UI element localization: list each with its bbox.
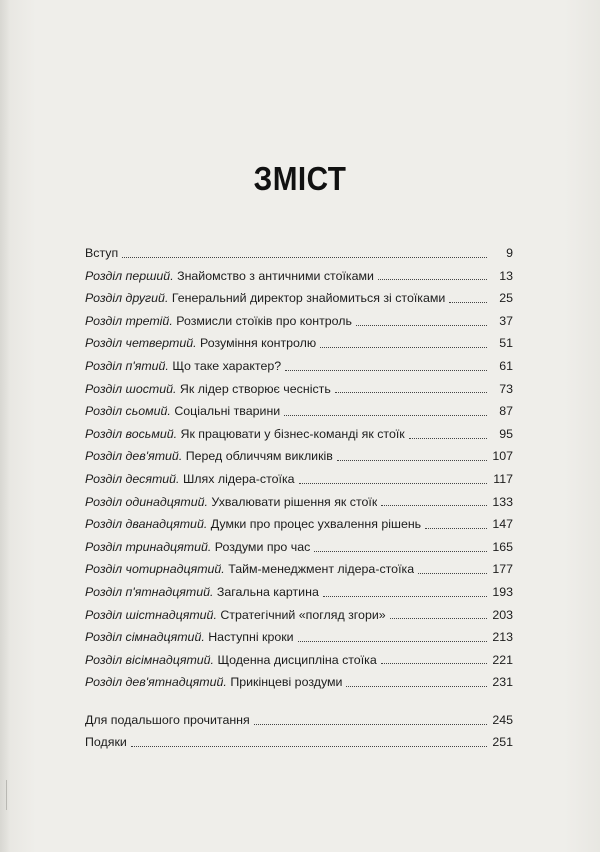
toc-chapter-number: Розділ четвертий. bbox=[85, 336, 197, 351]
toc-entry-title: Шлях лідера-стоїка bbox=[182, 471, 295, 486]
toc-entry bbox=[85, 468, 513, 491]
toc-entry-title: Щоденна дисципліна стоїка bbox=[217, 652, 377, 667]
toc-entry-label bbox=[85, 513, 421, 536]
toc-entry bbox=[85, 242, 513, 265]
toc-entry-title: Тайм-менеджмент лідера-стоїка bbox=[228, 562, 415, 577]
toc-entry-label bbox=[85, 468, 295, 491]
toc-chapter-number: Розділ п'ятнадцятий. bbox=[85, 584, 214, 599]
dot-leader bbox=[346, 686, 487, 687]
dot-leader bbox=[299, 483, 487, 484]
toc-entry-label bbox=[85, 558, 414, 581]
toc-chapter-number: Розділ сьомий. bbox=[85, 404, 171, 419]
toc-entry-title: Генеральний директор знайомиться зі стоїками bbox=[171, 291, 446, 306]
toc-entry bbox=[85, 491, 513, 514]
toc-back-matter-entry bbox=[85, 731, 513, 754]
dot-leader bbox=[284, 415, 487, 416]
toc-entry-title: Перед обличчям викликів bbox=[185, 449, 333, 464]
toc-entry-title: Для подальшого прочитання bbox=[85, 712, 250, 727]
toc-entry bbox=[85, 626, 513, 649]
toc-entry-title: Стратегічний «погляд згори» bbox=[220, 607, 386, 622]
toc-entry bbox=[85, 513, 513, 536]
toc-entry-label bbox=[85, 536, 310, 559]
toc-chapter-number: Розділ чотирнадцятий. bbox=[85, 562, 225, 577]
toc-chapter-number: Розділ другий. bbox=[85, 291, 169, 306]
dot-leader bbox=[390, 618, 487, 619]
toc-page-number: 9 bbox=[506, 246, 513, 260]
dot-leader bbox=[449, 302, 487, 303]
toc-chapter-number: Розділ третій. bbox=[85, 313, 173, 328]
toc-entry bbox=[85, 423, 513, 446]
toc-entry-label bbox=[85, 287, 445, 310]
toc-entry-label bbox=[85, 709, 250, 732]
toc-page-number: 25 bbox=[499, 291, 513, 306]
toc-page-number: 231 bbox=[492, 675, 513, 690]
toc-entry bbox=[85, 332, 513, 355]
toc-entry-label bbox=[85, 491, 377, 514]
toc-page-number: 133 bbox=[492, 494, 513, 509]
toc-page-number: 245 bbox=[492, 712, 513, 727]
dot-leader bbox=[131, 746, 487, 747]
toc-entry bbox=[85, 581, 513, 604]
toc-entry-title: Ухвалювати рішення як стоїк bbox=[211, 494, 378, 509]
toc-page-number: 107 bbox=[492, 449, 513, 464]
dot-leader bbox=[314, 551, 487, 552]
toc-entry-title: Розмисли стоїків про контроль bbox=[176, 313, 352, 328]
dot-leader bbox=[298, 641, 487, 642]
toc-entry-title: Соціальні тварини bbox=[174, 404, 281, 419]
toc-chapter-number: Розділ перший. bbox=[85, 268, 174, 283]
toc-entry-title: Роздуми про час bbox=[214, 539, 311, 554]
toc-page-number: 165 bbox=[492, 539, 513, 554]
toc-chapter-number: Розділ десятий. bbox=[85, 471, 180, 486]
dot-leader bbox=[356, 325, 487, 326]
toc-page-number: 95 bbox=[499, 426, 513, 441]
toc-page-number: 37 bbox=[499, 313, 513, 328]
toc-entry bbox=[85, 536, 513, 559]
dot-leader bbox=[285, 370, 487, 371]
binding-mark bbox=[6, 780, 7, 810]
toc-entry-title: Подяки bbox=[85, 735, 127, 750]
dot-leader bbox=[418, 573, 487, 574]
toc-page-number: 177 bbox=[492, 562, 513, 577]
toc-entry-label bbox=[85, 581, 319, 604]
toc-entry bbox=[85, 558, 513, 581]
toc-entry-title: Вступ bbox=[85, 246, 119, 260]
dot-leader bbox=[335, 392, 487, 393]
toc-entry bbox=[85, 400, 513, 423]
toc-chapter-number: Розділ дев'ятнадцятий. bbox=[85, 675, 227, 690]
toc-entry-label bbox=[85, 671, 342, 694]
toc-chapter-number: Розділ тринадцятий. bbox=[85, 539, 212, 554]
toc-entry-label bbox=[85, 604, 386, 627]
toc-chapter-number: Розділ одинадцятий. bbox=[85, 494, 208, 509]
dot-leader bbox=[323, 596, 487, 597]
dot-leader bbox=[425, 528, 487, 529]
toc-page-number: 73 bbox=[499, 381, 513, 396]
dot-leader bbox=[381, 663, 487, 664]
dot-leader bbox=[378, 279, 487, 280]
toc-page-number: 61 bbox=[499, 358, 513, 373]
toc-chapter-number: Розділ п'ятий. bbox=[85, 358, 169, 373]
toc-chapter-number: Розділ шостий. bbox=[85, 381, 177, 396]
toc-entry-title: Як працювати у бізнес-команді як стоїк bbox=[180, 426, 405, 441]
dot-leader bbox=[409, 438, 487, 439]
toc-entry bbox=[85, 445, 513, 468]
toc-page-number: 87 bbox=[499, 404, 513, 419]
toc-entry-label bbox=[85, 423, 405, 446]
toc-entry-label bbox=[85, 378, 331, 401]
toc-page-number: 221 bbox=[492, 652, 513, 667]
page-gutter-shadow bbox=[0, 0, 10, 852]
toc-entry bbox=[85, 378, 513, 401]
toc-chapter-number: Розділ шістнадцятий. bbox=[85, 607, 217, 622]
toc-entry bbox=[85, 649, 513, 672]
toc-entry-title: Як лідер створює чесність bbox=[179, 381, 331, 396]
toc-entry bbox=[85, 355, 513, 378]
toc-entry-label bbox=[85, 445, 333, 468]
toc-chapter-number: Розділ вісімнадцятий. bbox=[85, 652, 215, 667]
toc-page-number: 251 bbox=[492, 735, 513, 750]
toc-entry bbox=[85, 604, 513, 627]
toc-page-number: 203 bbox=[492, 607, 513, 622]
toc-entry-title: Думки про процес ухвалення рішень bbox=[210, 517, 422, 532]
toc-entry-title: Загальна картина bbox=[216, 584, 319, 599]
toc-page-number: 51 bbox=[499, 336, 513, 351]
toc-entry-label bbox=[85, 265, 374, 288]
toc-chapter-number: Розділ дев'ятий. bbox=[85, 449, 183, 464]
toc-entry-title: Наступні кроки bbox=[208, 630, 294, 645]
toc-entry bbox=[85, 265, 513, 288]
dot-leader bbox=[254, 724, 487, 725]
toc-page-number: 213 bbox=[492, 630, 513, 645]
dot-leader bbox=[337, 460, 487, 461]
table-of-contents bbox=[85, 242, 513, 754]
toc-entry-label bbox=[85, 626, 294, 649]
toc-chapter-number: Розділ дванадцятий. bbox=[85, 517, 208, 532]
toc-entry-label bbox=[85, 310, 352, 333]
toc-page-number: 147 bbox=[492, 517, 513, 532]
dot-leader bbox=[381, 505, 487, 506]
toc-entry-title: Розуміння контролю bbox=[200, 336, 317, 351]
page-title: ЗМІСТ bbox=[253, 160, 347, 197]
toc-entry-title: Що таке характер? bbox=[172, 358, 282, 373]
toc-entry-title: Прикінцеві роздуми bbox=[230, 675, 343, 690]
toc-entry bbox=[85, 287, 513, 310]
toc-entry bbox=[85, 671, 513, 694]
toc-entry-label bbox=[85, 242, 118, 265]
dot-leader bbox=[122, 257, 487, 258]
toc-chapter-number: Розділ восьмий. bbox=[85, 426, 178, 441]
toc-page-number: 117 bbox=[493, 471, 513, 486]
toc-page-number: 193 bbox=[492, 584, 513, 599]
toc-entry-label bbox=[85, 332, 316, 355]
toc-page-number: 13 bbox=[499, 268, 513, 283]
toc-back-matter-entry bbox=[85, 709, 513, 732]
toc-chapter-number: Розділ сімнадцятий. bbox=[85, 630, 205, 645]
dot-leader bbox=[320, 347, 487, 348]
toc-entry-label bbox=[85, 649, 377, 672]
toc-entry bbox=[85, 310, 513, 333]
toc-entry-title: Знайомство з античними стоїками bbox=[177, 268, 374, 283]
toc-entry-label bbox=[85, 400, 280, 423]
toc-entry-label bbox=[85, 355, 281, 378]
toc-entry-label bbox=[85, 731, 127, 754]
